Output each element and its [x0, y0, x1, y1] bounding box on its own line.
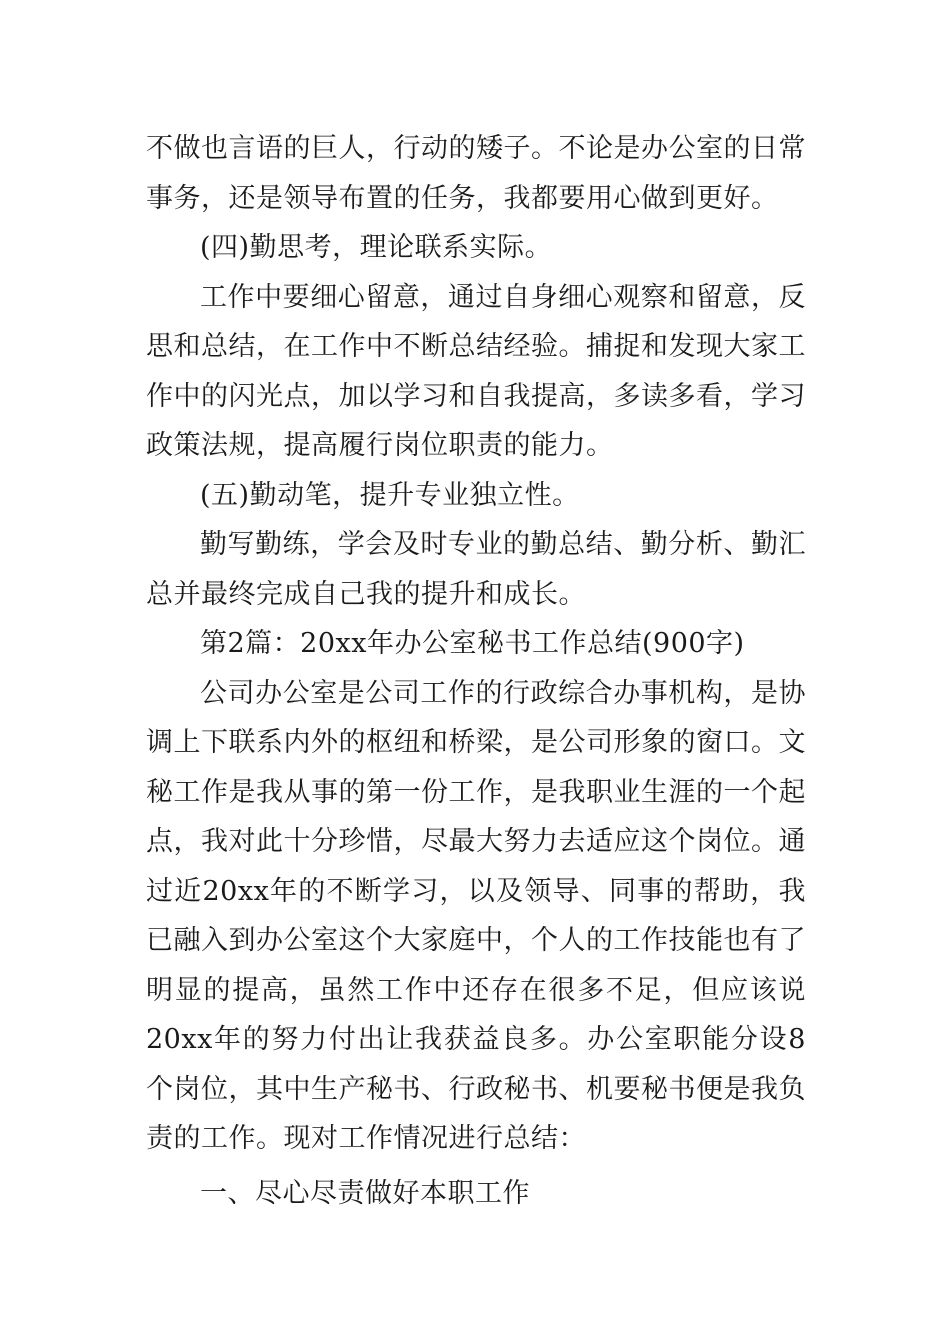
section-heading-one: 一、尽心尽责做好本职工作 [200, 1177, 530, 1209]
article-title-part-2: 第2篇：20xx年办公室秘书工作总结(900字) [200, 628, 745, 659]
section-heading-five: (五)勤动笔，提升专业独立性。 [200, 479, 580, 511]
paragraph-reflection: 工作中要细心留意，通过自身细心观察和留意，反思和总结，在工作中不断总结经验。捕捉和发现大家工作中的闪光点，加以学习和自我提高，多读多看，学习政策法规，提高履行岗位职责的能力。 [146, 281, 806, 461]
paragraph-writing-practice: 勤写勤练，学会及时专业的勤总结、勤分析、勤汇总并最终完成自己我的提升和成长。 [146, 529, 806, 610]
section-heading-four: (四)勤思考，理论联系实际。 [200, 232, 553, 263]
paragraph-continuation: 不做也言语的巨人，行动的矮子。不论是办公室的日常事务，还是领导布置的任务，我都要用心做到更好。 [146, 133, 806, 214]
paragraph-office-intro: 公司办公室是公司工作的行政综合办事机构，是协调上下联系内外的枢纽和桥梁，是公司形象的窗口。文秘工作是我从事的第一份工作，是我职业生涯的一个起点，我对此十分珍惜，尽最大努力去适应这个岗位。通过近20xx年的不断学习，以及领导、同事的帮助，我已融入到办公室这个大家庭中，个人的工作技能也有了明显的提高，虽然工作中还存在很多不足，但应该说20xx年的努力付出让我获益良多。办公室职能分设8个岗位，其中生产秘书、行政秘书、机要秘书便是我负责的工作。现对工作情况进行总结： [146, 677, 806, 1154]
document-body [146, 124, 806, 1218]
